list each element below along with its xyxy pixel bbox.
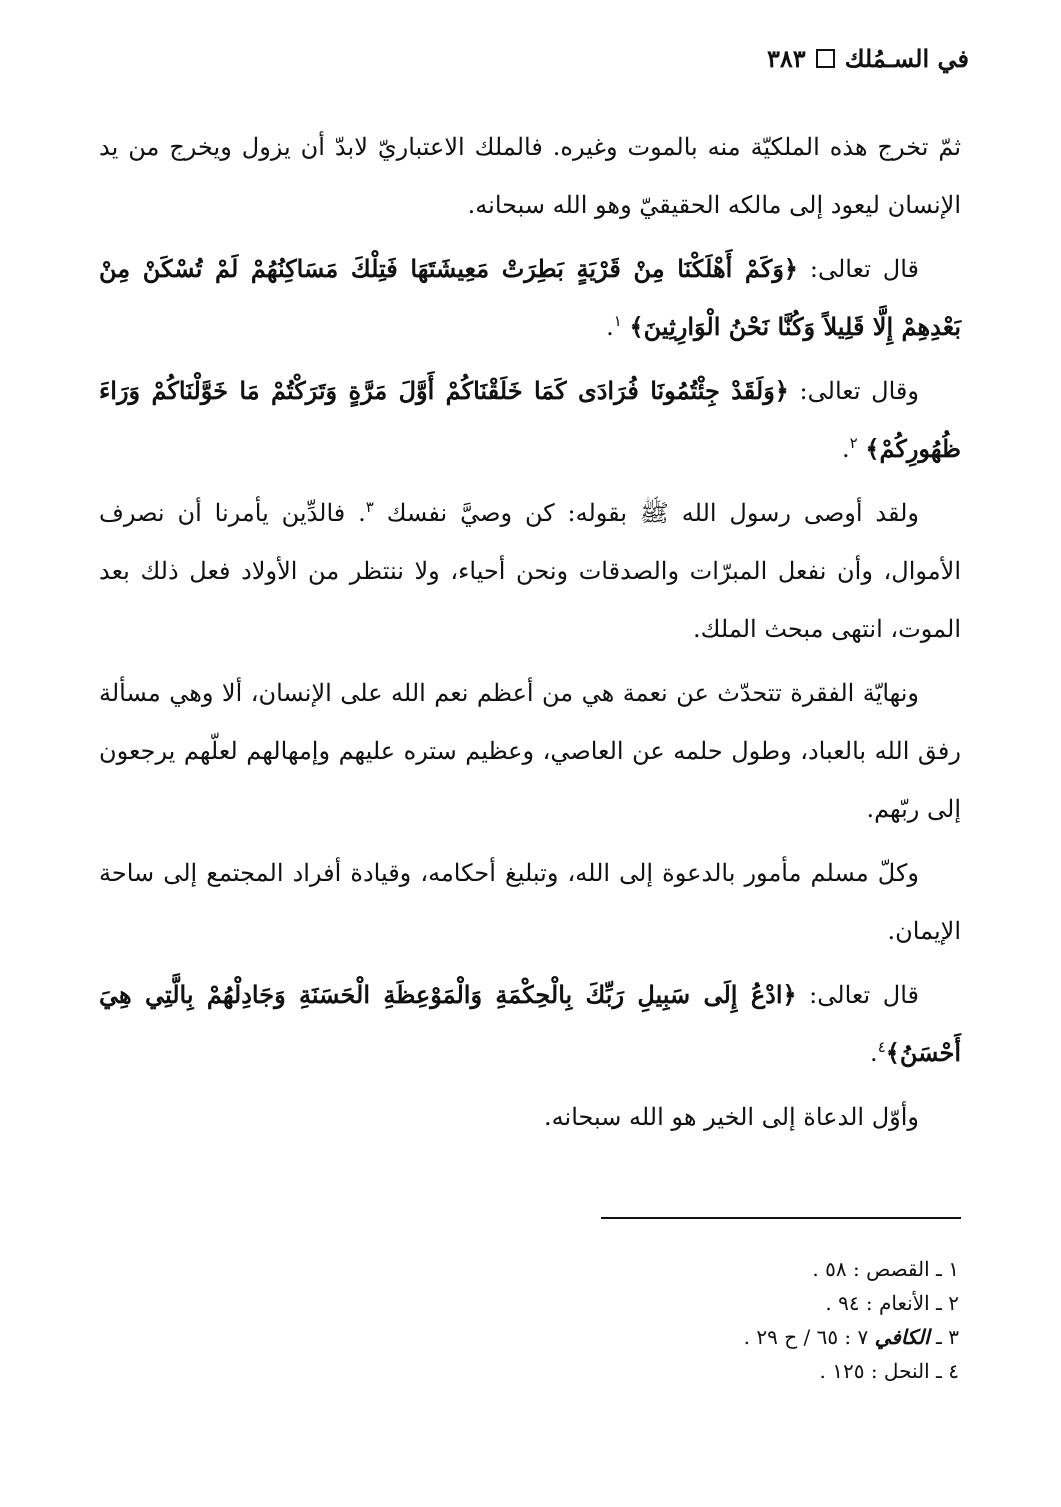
footnote-marker: ١ — [613, 312, 622, 330]
quran-quote: ﴿وَكَمْ أَهْلَكْنَا مِنْ قَرْيَةٍ بَطِرَتْ مَعِيشَتَهَا فَتِلْكَ مَسَاكِنُهُمْ لَمْ تُسْكَنْ مِنْ بَعْدِهِمْ إِلَّا قَلِيلاً وَكُنَّا نَحْنُ الْوَارِثِينَ﴾ — [99, 254, 961, 341]
paragraph-text: ثمّ تخرج هذه الملكيّة منه بالموت وغيره. فالملك الاعتباريّ لابدّ أن يزول ويخرج من يد الإنسان ليعود إلى مالكه الحقيقيّ وهو الله سبحانه. — [99, 133, 961, 219]
paragraph — [99, 484, 961, 658]
sentence-end: . — [606, 313, 614, 341]
footnote-marker: ٣ — [365, 498, 374, 516]
header-title: في السـمُلك — [844, 44, 969, 73]
paragraph-text: ولقد أوصى رسول الله ﷺ بقوله: كن وصيَّ نفسك — [386, 499, 920, 527]
footnote — [459, 1320, 959, 1354]
running-header — [767, 44, 969, 73]
quote-intro: قال تعالى: — [797, 255, 919, 283]
sentence-end: . — [842, 435, 850, 463]
quote-intro: وقال تعالى: — [788, 377, 919, 405]
footnote-marker: ٤ — [877, 1038, 886, 1056]
footnote-number: ٣ ـ — [929, 1325, 959, 1349]
body-text — [99, 118, 961, 1152]
paragraph — [99, 240, 961, 356]
paragraph-text: ونهايّة الفقرة تتحدّث عن نعمة هي من أعظم نعم الله على الإنسان، ألا وهي مسألة رفق الله بالعباد، وطول حلمه عن العاصي، وعظيم ستره عليهم وإمهالهم لعلّهم يرجعون إلى ربّهم. — [99, 679, 961, 823]
sentence-end: . — [870, 1039, 878, 1067]
footnote-source: الكافي — [874, 1325, 930, 1349]
paragraph-text: . فالدِّين يأمرنا أن نصرف الأموال، وأن نفعل المبرّات والصدقات ونحن أحياء، ولا ننتظر من الأولاد فعل ذلك بعد الموت، انتهى مبحث الملك. — [99, 499, 961, 643]
footnote-reference: ٧ : ٦٥ / ح ٢٩ . — [743, 1325, 875, 1349]
quote-intro: قال تعالى: — [796, 981, 919, 1009]
footnote: ١ ـ القصص : ٥٨ . — [812, 1257, 959, 1281]
paragraph-text: وكلّ مسلم مأمور بالدعوة إلى الله، وتبليغ أحكامه، وقيادة أفراد المجتمع إلى ساحة الإيمان. — [99, 859, 961, 945]
paragraph — [99, 118, 961, 234]
paragraph — [99, 966, 961, 1082]
header-box-ornament — [816, 49, 835, 68]
paragraph — [99, 664, 961, 838]
paragraph-text: وأوّل الدعاة إلى الخير هو الله سبحانه. — [544, 1103, 919, 1131]
footnotes — [459, 1252, 959, 1388]
paragraph — [99, 1088, 961, 1146]
footnote: ٢ ـ الأنعام : ٩٤ . — [825, 1291, 959, 1315]
footnote-divider — [601, 1217, 961, 1219]
footnote: ٤ ـ النحل : ١٢٥ . — [819, 1359, 959, 1383]
paragraph — [99, 844, 961, 960]
page-number: ٣٨٣ — [767, 44, 806, 73]
footnote-marker: ٢ — [849, 434, 858, 452]
quran-quote: ﴿ادْعُ إِلَى سَبِيلِ رَبِّكَ بِالْحِكْمَةِ وَالْمَوْعِظَةِ الْحَسَنَةِ وَجَادِلْهُمْ بِالَّتِي هِيَ أَحْسَنُ﴾ — [99, 980, 961, 1067]
quran-quote: ﴿وَلَقَدْ جِئْتُمُونَا فُرَادَى كَمَا خَلَقْنَاكُمْ أَوَّلَ مَرَّةٍ وَتَرَكْتُمْ مَا خَوَّلْنَاكُمْ وَرَاءَ ظُهُورِكُمْ﴾ — [99, 376, 961, 463]
paragraph — [99, 362, 961, 478]
